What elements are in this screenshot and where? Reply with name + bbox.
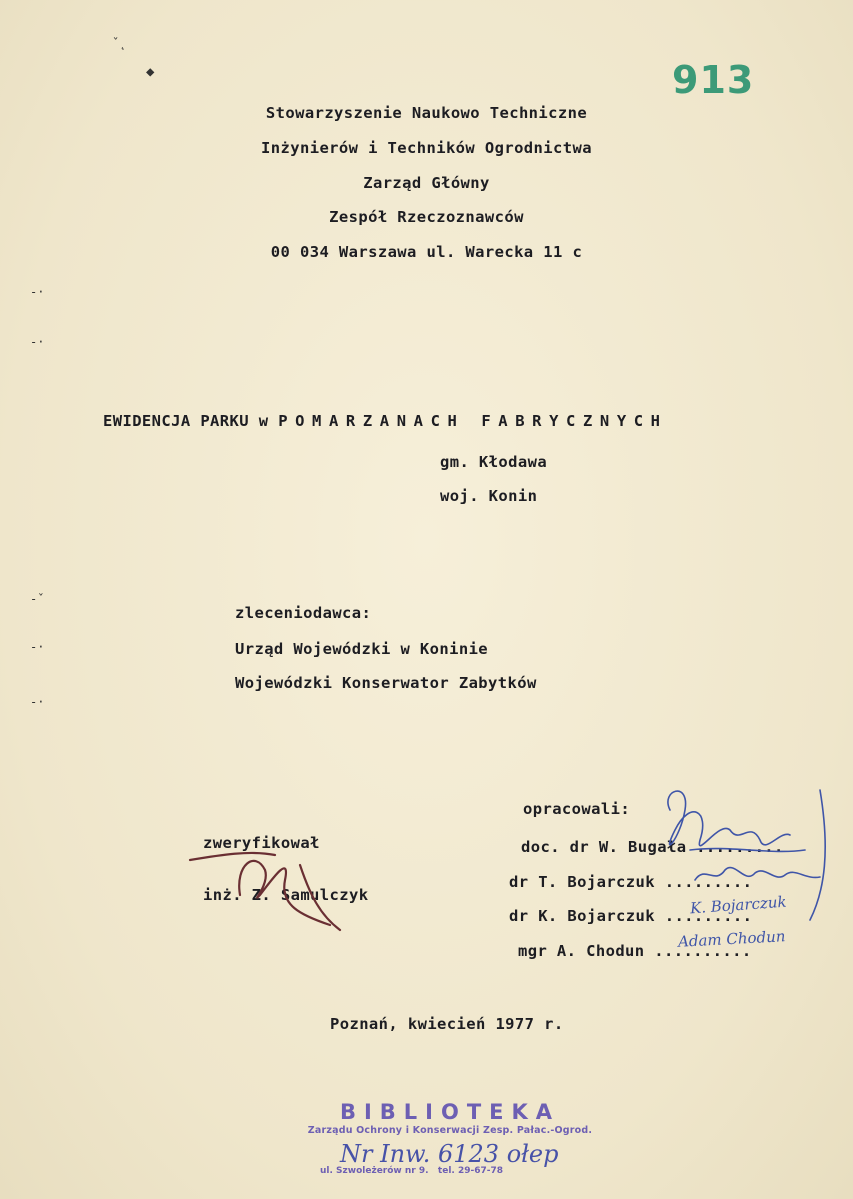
- author-k-bojarczuk: dr K. Bojarczuk .........: [509, 907, 753, 925]
- margin-mark: ˇ˛: [112, 36, 127, 50]
- client-line-1: Urząd Wojewódzki w Koninie: [235, 640, 489, 658]
- library-stamp-inventory: Nr Inw. 6123 ołep: [340, 1140, 559, 1168]
- margin-mark: -·: [30, 285, 45, 299]
- signature-k-bojarczuk: K. Bojarczuk: [689, 892, 788, 918]
- header-line-3: Zarząd Główny: [363, 174, 490, 192]
- margin-mark: -·: [30, 695, 45, 709]
- title-prefix: EWIDENCJA PARKU w: [103, 412, 269, 430]
- library-stamp-address: ul. Szwoleżerów nr 9. tel. 29-67-78: [320, 1166, 504, 1176]
- margin-mark: -·: [30, 640, 45, 654]
- place-date: Poznań, kwiecień 1977 r.: [330, 1015, 564, 1033]
- verifier-name: inż. Z. Samulczyk: [203, 886, 369, 904]
- title-gmina: gm. Kłodawa: [440, 453, 548, 471]
- title-woj: woj. Konin: [440, 487, 538, 505]
- signature-chodun: Adam Chodun: [677, 927, 786, 951]
- library-stamp-title: BIBLIOTEKA: [339, 1100, 561, 1124]
- author-bugala: doc. dr W. Bugała .........: [521, 838, 784, 856]
- document-title: [103, 412, 668, 430]
- author-chodun: mgr A. Chodun ..........: [518, 942, 752, 960]
- header-line-5: 00 034 Warszawa ul. Warecka 11 c: [270, 243, 583, 261]
- author-t-bojarczuk: dr T. Bojarczuk .........: [509, 873, 753, 891]
- authors-label: opracowali:: [523, 800, 631, 818]
- header-line-4: Zespół Rzeczoznawców: [329, 208, 524, 226]
- library-stamp-org: Zarządu Ochrony i Konserwacji Zesp. Pałac.-Ogrod.: [307, 1125, 593, 1136]
- verifier-label: zweryfikował: [203, 834, 320, 852]
- margin-mark: -·: [30, 335, 45, 349]
- margin-mark: -ˇ: [30, 592, 45, 606]
- signature-bugala: [640, 770, 840, 970]
- margin-mark: ◆: [146, 64, 155, 80]
- title-park-name: POMARZANACH FABRYCZNYCH: [278, 412, 668, 430]
- client-line-2: Wojewódzki Konserwator Zabytków: [235, 674, 537, 692]
- header-line-2: Inżynierów i Techników Ogrodnictwa: [261, 139, 592, 157]
- library-stamp: [300, 1100, 600, 1176]
- archive-number: 913: [672, 58, 755, 102]
- client-label: zleceniodawca:: [235, 604, 372, 622]
- header-line-1: Stowarzyszenie Naukowo Techniczne: [265, 104, 588, 122]
